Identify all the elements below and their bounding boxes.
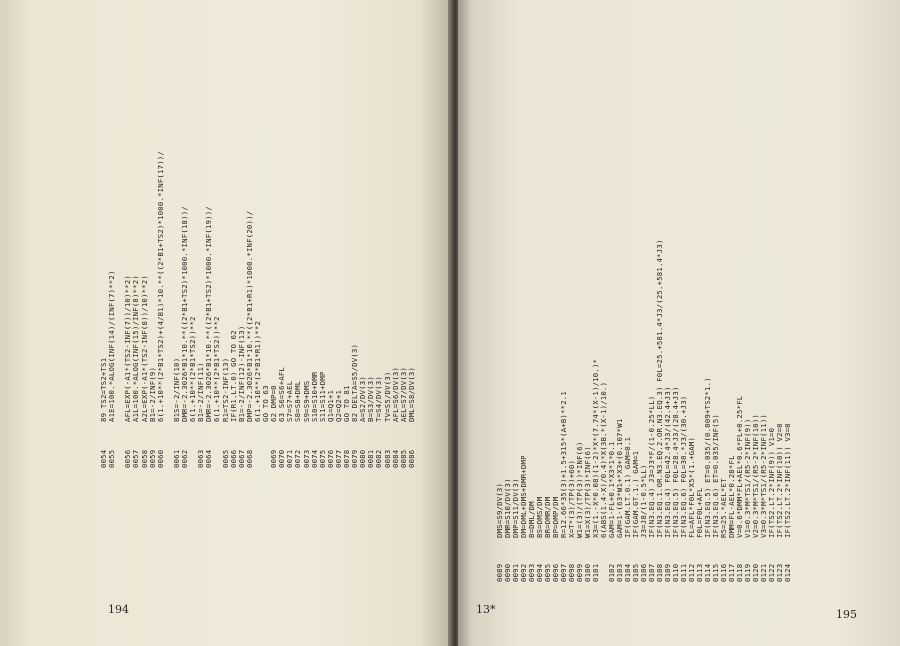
line-number: 0056: [123, 449, 133, 468]
line-number: 0072: [293, 449, 303, 468]
code-statement: Q1=Q1+1: [325, 389, 335, 422]
line-number: 0075: [317, 449, 327, 468]
code-statement: 89 TS2=TS2+TS1: [99, 357, 108, 422]
code-statement: DMR=-2.3026*B1*10.**((2*B1+TS2)*1000.*INF(19))/: [204, 206, 214, 422]
line-number: 0069: [269, 449, 279, 468]
code-statement: IF(N3.EQ.4) F0L=42.4*J3/(42.4+J3): [663, 386, 672, 538]
line-number: 0101: [591, 563, 600, 582]
code-statement: DMR=S10/DV(3): [503, 478, 512, 538]
code-statement: S10=S10+DMR: [309, 371, 319, 422]
line-number: 0120: [751, 563, 760, 582]
code-statement: IF(TS2.LT.2*INF(10)) V2=0: [775, 423, 784, 538]
code-statement: V1=0.3*M*TS1/(R5-2*INF(9)): [743, 418, 752, 538]
line-number: 0099: [575, 563, 584, 582]
line-number: 0071: [285, 449, 295, 468]
line-number: 0086: [406, 449, 416, 468]
line-number: 0106: [639, 563, 648, 582]
page-number-left: 194: [108, 603, 129, 616]
code-statement: BS=DMS/DM: [535, 496, 544, 538]
code-statement: DMM=FL-AEL*0.28*FL: [727, 455, 736, 538]
code-statement: Q2=Q2+1: [333, 389, 343, 422]
code-statement: DML=S8/DV(3): [406, 366, 416, 422]
code-statement: DM=DML+DMS+DMR+DMP: [519, 455, 528, 538]
line-number: 0113: [695, 563, 704, 582]
right-page: [458, 0, 900, 646]
code-statement: S11=S11+DMP: [317, 371, 327, 422]
line-number: 0081: [366, 449, 376, 468]
code-statement: B=S3/DV(3): [366, 376, 376, 422]
code-statement: GAM=1-(63*W1+*X3+(0.107*W1: [615, 418, 624, 538]
code-statement: AFL=S6/DV(3): [390, 366, 400, 422]
line-number: 0092: [519, 563, 528, 582]
line-number: 0063: [196, 449, 206, 468]
code-statement: AEL=S7/DV(3): [398, 366, 408, 422]
code-statement: DMP=S11/DV(3): [511, 478, 520, 538]
code-statement: T=S4/DV(3): [374, 376, 384, 422]
line-number: 0080: [358, 449, 368, 468]
line-number: 0064: [204, 449, 214, 468]
code-statement: BR=DMR/DM: [543, 496, 552, 538]
code-statement: B1=-2/INF(9): [147, 366, 157, 422]
code-statement: IF(GAM.GT.1.) GAM=1: [631, 450, 640, 538]
line-number: 0122: [767, 563, 776, 582]
code-statement: IF(TS2.LT.2*INF(9)) V1=0: [767, 427, 776, 538]
line-number: 0073: [301, 449, 311, 468]
line-number: 0091: [511, 563, 520, 582]
code-statement: R=12.66*35(3)+1.5+315*(A+B)**2.1: [559, 391, 568, 538]
line-number: 0107: [647, 563, 656, 582]
line-number: 0079: [350, 449, 360, 468]
code-statement: R1=TS2-INF(13): [220, 357, 230, 422]
line-number: 0059: [147, 449, 157, 468]
line-number: 0121: [759, 563, 768, 582]
code-statement: 62 DMP=0: [269, 385, 279, 422]
code-statement: B1S=-2/INF(10): [171, 357, 181, 422]
line-number: 0055: [107, 449, 117, 468]
line-number: 0093: [527, 563, 536, 582]
line-number: 0103: [615, 563, 624, 582]
line-number: 0114: [703, 563, 712, 582]
code-statement: S9=S9+DMS: [301, 380, 311, 422]
code-statement: IF(GAM.LT.0.1) GAM=0.1: [623, 436, 632, 538]
code-statement: IF(TS2.LT.2*INF(11)) V3=0: [783, 423, 792, 538]
code-statement: TV=S5/DV(3): [382, 371, 392, 422]
line-number: 0060: [155, 449, 165, 468]
code-statement: IF(N3.EQ.1.OR.N3.EQ.2.OR.N3.EQ.3) F0L=25.+581.4*J3/(25.+581.4*J3): [655, 239, 664, 538]
line-number: 0095: [543, 563, 552, 582]
code-statement: A=S2/DV(3): [358, 376, 368, 422]
line-number: 0085: [398, 449, 408, 468]
code-statement: AFL=EXP(-A1*(TS2-INF(7))/10)**2): [123, 275, 133, 422]
line-number: 0090: [503, 563, 512, 582]
line-number: 0074: [309, 449, 319, 468]
code-statement: 6(1.+10**(2*B1*TS2))**2: [188, 316, 198, 422]
line-number: 0082: [374, 449, 384, 468]
line-number: 0123: [775, 563, 784, 582]
line-number: 0070: [277, 449, 287, 468]
line-number: 0054: [99, 449, 108, 468]
code-statement: DMP=-2.3026*B1*10.**((2*B1+R1)*1000.*INF(20))/: [244, 210, 254, 422]
code-statement: B1=-2/INF(11): [196, 362, 206, 422]
code-statement: DMR=-2.3026*B1*10.**((2*B1+TS2)*1000.*INF(18))/: [180, 206, 189, 422]
page-number-right: 195: [836, 608, 857, 621]
line-number: 0084: [390, 449, 400, 468]
code-statement: IF(N3.EQ.6) ET=0.035/INF(5): [711, 413, 720, 538]
line-number: 0109: [663, 563, 672, 582]
line-number: 0062: [180, 449, 189, 468]
code-statement: 6(1.+10**(2*B1*R1))**2: [252, 320, 262, 422]
code-statement: 6(1.+10**(2*B1*TS2)+(4/B1)*10.**((2*B1+TS2)*1000.*INF(17))/: [155, 151, 165, 422]
line-number: 0057: [131, 449, 141, 468]
code-statement: 6(1.+10**(2*B1*TS2))**2: [212, 316, 222, 422]
line-number: 0116: [719, 563, 728, 582]
code-statement: GAM=1-FL+0.1*X3*1*0.1: [607, 441, 616, 538]
line-number: 0094: [535, 563, 544, 582]
line-number: 0097: [559, 563, 568, 582]
code-statement: X3=(1.-X*0.08)(1-2)*X*(7.74*(X-1)/10.)*: [591, 358, 600, 538]
code-statement: 6(ABS(1.4-X)/0.4)*X(3B.*(X-1)/10.): [599, 381, 608, 538]
code-statement: R5=25.*AEL*ET: [719, 478, 728, 538]
code-statement: V2=0.3*M*TS1/(R5-2*INF(10)): [751, 413, 760, 538]
code-statement: BP=DMP/DM: [551, 496, 560, 538]
code-statement: DMS=S9/DV(3): [495, 482, 504, 538]
code-statement: 82 DELTA=S5/DV(3): [350, 343, 360, 422]
code-statement: GO TO 63: [261, 385, 270, 422]
line-number: 0083: [382, 449, 392, 468]
line-number: 0061: [171, 449, 181, 468]
line-number: 0078: [342, 449, 351, 468]
line-number: 0098: [567, 563, 576, 582]
code-statement: J3=J8/(1-0.5*LL): [639, 464, 648, 538]
line-number: 0065: [220, 449, 230, 468]
line-number: 0077: [333, 449, 343, 468]
line-number: 0118: [735, 563, 744, 582]
code-statement: S8=S8+DML: [293, 380, 303, 422]
code-statement: V=0.6*DMM*FL+AEL*0.6*FL+0.25*FL: [735, 395, 744, 538]
line-number: 0112: [687, 563, 696, 582]
line-number: 0111: [679, 563, 688, 582]
code-statement: FL=AFL*F0L*X5*(1.+GAM): [687, 436, 696, 538]
line-number: 0100: [583, 563, 592, 582]
code-statement: B1=-2/INF(12)-INF(13): [236, 325, 246, 422]
code-statement: IF(N3.EQ.5) F0L=28.4*J3/(28.4+J3): [671, 386, 680, 538]
code-statement: W1=X(3)/TP(3)*INF(6): [583, 446, 592, 538]
line-number: 0102: [607, 563, 616, 582]
line-number: 0105: [631, 563, 640, 582]
code-statement: W1=(3)/(TP(3))*INF(6): [575, 441, 584, 538]
signature-mark: 13*: [476, 603, 496, 616]
line-number: 0067: [236, 449, 246, 468]
line-number: 0096: [551, 563, 560, 582]
line-number: 0117: [727, 563, 736, 582]
code-statement: S7=S7+AEL: [285, 380, 295, 422]
line-number: 0089: [495, 563, 504, 582]
code-statement: GO TO 81: [342, 385, 351, 422]
code-statement: IF(R1.LT.0) GO TO 62: [228, 330, 238, 422]
code-statement: IF(N3.EQ.5) ET=0.035/(0.009+TS2*1.): [703, 377, 712, 538]
line-number: 0108: [655, 563, 664, 582]
code-statement: F0L=F0L+AFL: [695, 487, 704, 538]
code-statement: 63 S6=S6+AFL: [277, 366, 287, 422]
line-number: 0058: [139, 449, 149, 468]
line-number: 0110: [671, 563, 680, 582]
code-statement: A2L=EXP(-A1*(TS2-INF(8))/10)**2): [139, 275, 149, 422]
code-statement: X=T*(3)/TP(3)+60): [567, 459, 576, 538]
code-statement: A1E=100.*ALOG(INF(14)/(INF(7)**2): [107, 270, 117, 422]
line-number: 0068: [244, 449, 254, 468]
line-number: 0119: [743, 563, 752, 582]
line-number: 0104: [623, 563, 632, 582]
line-number: 0076: [325, 449, 335, 468]
line-number: 0066: [228, 449, 238, 468]
line-number: 0124: [783, 563, 792, 582]
code-statement: V3=0.3*M*TS1/(R5-2*INF(11)): [759, 413, 768, 538]
code-statement: B=DML/DM: [527, 501, 536, 538]
code-statement: IF(N3.EQ.4) J3=J3*F/(1-0.25*LL): [647, 395, 656, 538]
code-statement: IF(N3.EQ.6) F0L=30.*J3/(30.+J3): [679, 395, 688, 538]
code-statement: A1L=100.*ALOG(INF(15)/INF(8)**2): [131, 275, 141, 422]
line-number: 0115: [711, 563, 720, 582]
